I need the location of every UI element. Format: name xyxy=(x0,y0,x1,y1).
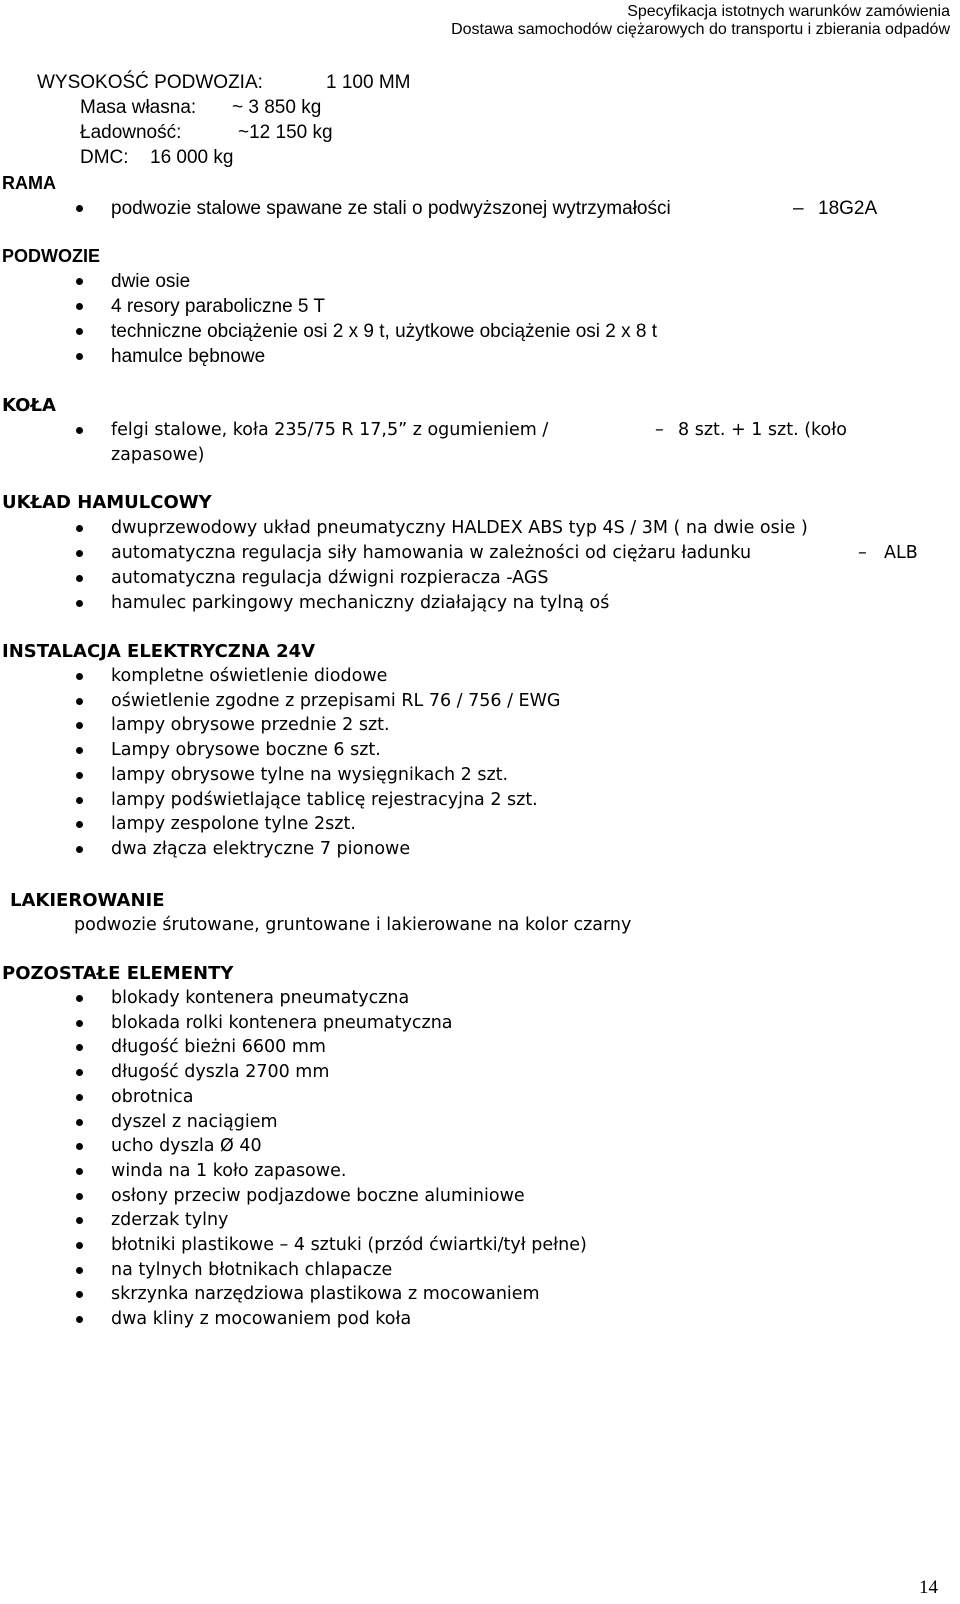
section-title-pozostale: POZOSTAŁE ELEMENTY xyxy=(2,963,234,984)
pozostale-item: dyszel z naciągiem xyxy=(111,1111,278,1132)
bullet xyxy=(76,278,83,285)
podwozie-item: hamulce bębnowe xyxy=(111,346,266,367)
instalacja-item: lampy zespolone tylne 2szt. xyxy=(111,814,356,835)
bullet xyxy=(76,1143,83,1150)
hamulce-item: automatyczna regulacja dźwigni rozpieracza -AGS xyxy=(111,568,549,588)
bullet xyxy=(76,328,83,335)
bullet xyxy=(76,722,83,729)
instalacja-item: lampy obrysowe tylne na wysięgnikach 2 szt. xyxy=(111,764,509,785)
section-title-kola: KOŁA xyxy=(2,395,56,416)
pozostale-item: blokada rolki kontenera pneumatyczna xyxy=(111,1012,453,1033)
pozostale-item: skrzynka narzędziowa plastikowa z mocowaniem xyxy=(111,1284,540,1305)
bullet xyxy=(76,205,83,212)
bullet xyxy=(76,525,83,532)
instalacja-item: dwa złącza elektryczne 7 pionowe xyxy=(111,838,411,859)
hamulce-item: hamulec parkingowy mechaniczny działający na tylną oś xyxy=(111,593,610,613)
podwozie-item: dwie osie xyxy=(111,271,191,292)
instalacja-item: lampy podświetlające tablicę rejestracyjna 2 szt. xyxy=(111,789,538,810)
instalacja-item: Lampy obrysowe boczne 6 szt. xyxy=(111,740,381,761)
bullet xyxy=(76,673,83,680)
kola-item-continuation: zapasowe) xyxy=(111,445,205,465)
mass-label: Masa własna: xyxy=(80,97,197,118)
dmc-label: DMC: xyxy=(80,147,129,168)
section-title-podwozie: PODWOZIE xyxy=(2,246,100,266)
bullet xyxy=(76,600,83,607)
dmc-value: 16 000 kg xyxy=(150,147,234,168)
pozostale-item: długość bieżni 6600 mm xyxy=(111,1037,326,1058)
pozostale-item: dwa kliny z mocowaniem pod koła xyxy=(111,1309,412,1330)
kola-dash: – xyxy=(655,420,664,440)
kola-item-count: 8 szt. + 1 szt. (koło xyxy=(678,420,847,440)
rama-dash: – xyxy=(793,198,804,219)
bullet xyxy=(76,575,83,582)
section-title-rama: RAMA xyxy=(2,173,56,193)
bullet xyxy=(76,1069,83,1076)
mass-value: ~ 3 850 kg xyxy=(232,97,322,118)
pozostale-item: winda na 1 koło zapasowe. xyxy=(111,1160,347,1181)
pozostale-item: zderzak tylny xyxy=(111,1210,229,1231)
bullet xyxy=(76,353,83,360)
section-title-instalacja: INSTALACJA ELEKTRYCZNA 24V xyxy=(2,641,316,662)
pozostale-item: długość dyszla 2700 mm xyxy=(111,1062,330,1083)
bullet xyxy=(76,1291,83,1298)
bullet xyxy=(76,772,83,779)
bullet xyxy=(76,1119,83,1126)
bullet xyxy=(76,698,83,705)
pozostale-item: ucho dyszla Ø 40 xyxy=(111,1136,262,1157)
podwozie-item: techniczne obciążenie osi 2 x 9 t, użytkowe obciążenie osi 2 x 8 t xyxy=(111,321,658,342)
hamulce-item: automatyczna regulacja siły hamowania w zależności od ciężaru ładunku xyxy=(111,543,752,563)
lakierowanie-text: podwozie śrutowane, gruntowane i lakierowane na kolor czarny xyxy=(74,915,632,935)
height-label: WYSOKOŚĆ PODWOZIA: xyxy=(37,72,263,93)
bullet xyxy=(76,1242,83,1249)
hamulce-dash: – xyxy=(858,543,867,563)
document-header-title: Specyfikacja istotnych warunków zamówienia xyxy=(627,3,950,20)
document-header-subtitle: Dostawa samochodów ciężarowych do transportu i zbierania odpadów xyxy=(451,21,950,38)
instalacja-item: lampy obrysowe przednie 2 szt. xyxy=(111,715,390,736)
bullet xyxy=(76,846,83,853)
rama-steel-grade: 18G2A xyxy=(818,198,878,219)
height-value: 1 100 MM xyxy=(326,72,411,93)
bullet xyxy=(76,1168,83,1175)
section-title-lakierowanie: LAKIEROWANIE xyxy=(10,890,165,911)
kola-item: felgi stalowe, koła 235/75 R 17,5” z ogumieniem / xyxy=(111,420,549,440)
bullet xyxy=(76,1316,83,1323)
pozostale-item: błotniki plastikowe – 4 sztuki (przód ćwiartki/tył pełne) xyxy=(111,1235,587,1255)
bullet xyxy=(76,747,83,754)
page-number: 14 xyxy=(919,1577,938,1598)
pozostale-item: obrotnica xyxy=(111,1086,194,1107)
pozostale-item: blokady kontenera pneumatyczna xyxy=(111,988,410,1008)
bullet xyxy=(76,995,83,1002)
bullet xyxy=(76,1094,83,1101)
bullet xyxy=(76,1267,83,1274)
hamulce-alb: ALB xyxy=(884,543,918,563)
bullet xyxy=(76,821,83,828)
pozostale-item: osłony przeciw podjazdowe boczne aluminiowe xyxy=(111,1185,525,1206)
bullet xyxy=(76,303,83,310)
podwozie-item: 4 resory paraboliczne 5 T xyxy=(111,296,326,317)
bullet xyxy=(76,1193,83,1200)
rama-item: podwozie stalowe spawane ze stali o podwyższonej wytrzymałości xyxy=(111,198,671,219)
section-title-hamulce: UKŁAD HAMULCOWY xyxy=(2,492,212,513)
instalacja-item: oświetlenie zgodne z przepisami RL 76 / 756 / EWG xyxy=(111,690,561,711)
bullet xyxy=(76,550,83,557)
pozostale-item: na tylnych błotnikach chlapacze xyxy=(111,1259,393,1280)
bullet xyxy=(76,1217,83,1224)
bullet xyxy=(76,797,83,804)
load-label: Ładowność: xyxy=(80,122,182,143)
bullet xyxy=(76,1020,83,1027)
load-value: ~12 150 kg xyxy=(238,122,333,143)
bullet xyxy=(76,427,83,434)
hamulce-item: dwuprzewodowy układ pneumatyczny HALDEX ABS typ 4S / 3M ( na dwie osie ) xyxy=(111,518,808,538)
bullet xyxy=(76,1044,83,1051)
instalacja-item: kompletne oświetlenie diodowe xyxy=(111,666,388,686)
